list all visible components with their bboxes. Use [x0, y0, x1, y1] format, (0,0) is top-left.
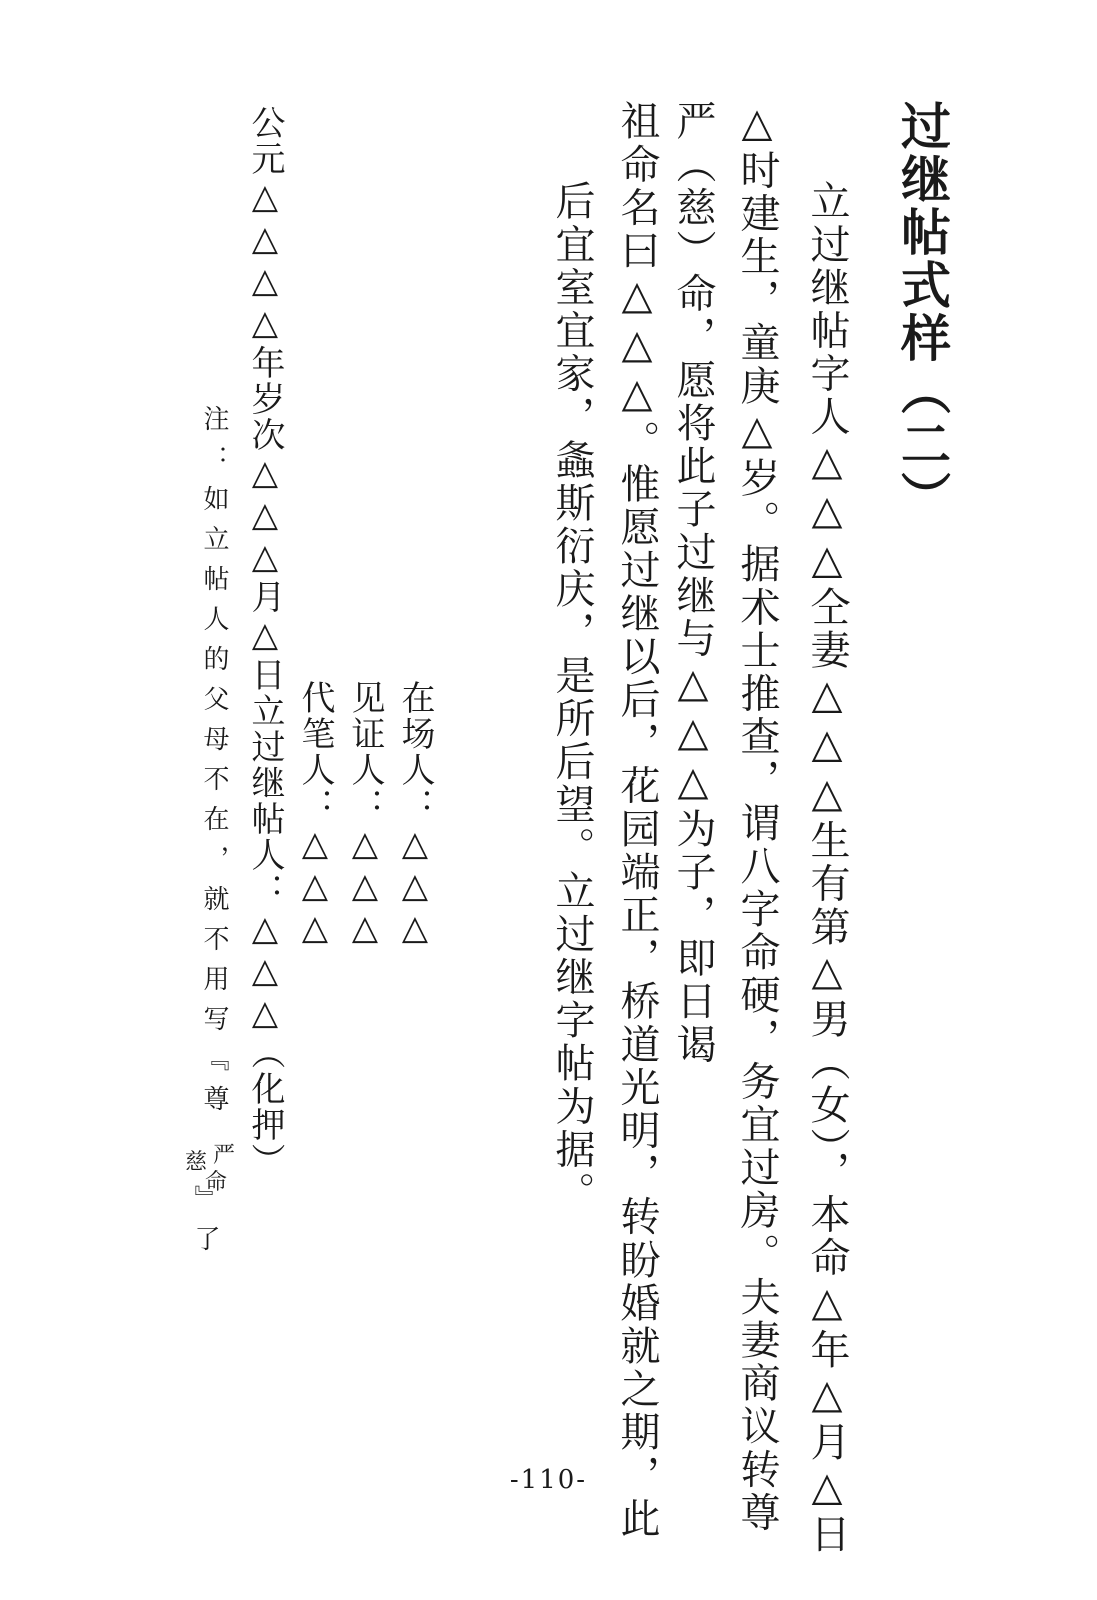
footnote-tail: 』了	[190, 1185, 220, 1265]
body-column-3: 严（慈）命，愿将此子过继与△△△为子，即日谒	[670, 100, 716, 1067]
footnote	[201, 405, 227, 1125]
witness-line: 见证人：△△△	[345, 680, 385, 950]
body-column-2: △时建生，童庚△岁。据术士推查，谓八字命硬，务宜过房。夫妻商议转尊	[734, 100, 780, 1535]
footnote-ming: 命	[204, 1170, 227, 1195]
body-column-5: 后宜室宜家，螽斯衍庆，是所后望。立过继字帖为据。	[549, 180, 595, 1215]
footnote-main: 注：如立帖人的父母不在，就不用写『尊	[199, 405, 229, 1125]
footnote-ci: 慈	[184, 1150, 207, 1175]
present-person-line: 在场人：△△△	[395, 680, 435, 950]
footnote-yan: 严	[212, 1143, 235, 1168]
page-title: 过继帖式样（二）	[893, 100, 951, 524]
date-signature-line: 公元△△△△年岁次△△△月△日立过继帖人：△△△（化押）	[245, 105, 285, 1179]
body-column-4: 祖命名曰△△△。惟愿过继以后，花园端正，桥道光明，转盼婚就之期，此	[614, 100, 660, 1541]
body-column-1: 立过继帖字人△△△仝妻△△△生有第△男（女），本命△年△月△日	[804, 180, 850, 1557]
scribe-line: 代笔人：△△△	[295, 680, 335, 950]
page-number: -110-	[509, 1465, 588, 1495]
